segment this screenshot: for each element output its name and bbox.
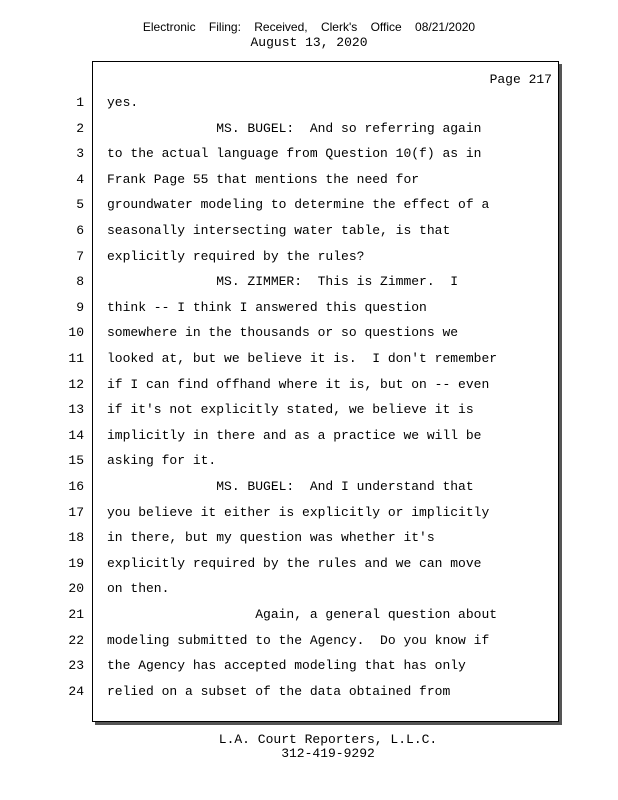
line-text: to the actual language from Question 10(f) as in xyxy=(107,146,482,162)
transcript-line xyxy=(0,94,618,112)
line-number: 16 xyxy=(68,479,84,494)
transcript-line xyxy=(0,222,618,240)
line-number: 18 xyxy=(68,530,84,546)
filing-stamp: Electronic Filing: Received, Clerk's Office 08/21/2020 xyxy=(142,20,476,34)
line-number: 14 xyxy=(68,427,84,443)
transcript-date: August 13, 2020 xyxy=(250,35,368,50)
line-number: 5 xyxy=(76,197,84,213)
transcript-line xyxy=(0,478,618,496)
line-number: 20 xyxy=(68,581,84,597)
line-number: 8 xyxy=(76,274,84,290)
transcript-line xyxy=(0,580,618,598)
line-number: 13 xyxy=(68,402,84,418)
line-number: 15 xyxy=(68,453,84,469)
line-text: MS. BUGEL: And I understand that xyxy=(107,479,474,494)
line-text: the Agency has accepted modeling that has only xyxy=(107,658,466,674)
line-text: looked at, but we believe it is. I don't remember xyxy=(107,351,498,366)
line-text: if I can find offhand where it is, but on -- even xyxy=(107,376,490,392)
line-text: explicitly required by the rules and we can move xyxy=(107,555,482,571)
line-text: somewhere in the thousands or so questions we xyxy=(107,325,459,341)
line-number: 24 xyxy=(68,683,84,699)
line-number: 7 xyxy=(76,248,84,264)
transcript-line xyxy=(0,350,618,368)
transcript-line xyxy=(0,401,618,419)
transcript-line xyxy=(0,427,618,445)
line-number: 4 xyxy=(76,171,84,187)
transcript-line xyxy=(0,683,618,701)
transcript-line xyxy=(0,452,618,470)
transcript-line xyxy=(0,529,618,547)
line-number: 19 xyxy=(68,555,84,571)
transcript-line xyxy=(0,324,618,342)
transcript-line xyxy=(0,273,618,291)
page-number: Page 217 xyxy=(489,72,552,87)
line-number: 2 xyxy=(76,120,84,136)
transcript-line xyxy=(0,657,618,675)
line-text: you believe it either is explicitly or implicitly xyxy=(107,504,490,520)
line-number: 11 xyxy=(68,351,84,366)
line-number: 22 xyxy=(68,632,84,648)
line-number: 21 xyxy=(68,607,84,622)
transcript-line xyxy=(0,171,618,189)
line-text: Again, a general question about xyxy=(107,607,498,622)
transcript-line xyxy=(0,376,618,394)
line-text: seasonally intersecting water table, is that xyxy=(107,223,451,238)
line-number: 9 xyxy=(76,299,84,315)
line-text: if it's not explicitly stated, we believe it is xyxy=(107,402,474,418)
line-number: 10 xyxy=(68,325,84,341)
line-text: explicitly required by the rules? xyxy=(107,248,365,264)
reporter-phone: 312-419-9292 xyxy=(281,746,375,761)
transcript-line xyxy=(0,299,618,317)
line-text: on then. xyxy=(107,581,170,597)
line-text: groundwater modeling to determine the effect of a xyxy=(107,197,490,213)
line-text: in there, but my question was whether it's xyxy=(107,530,435,546)
line-text: MS. BUGEL: And so referring again xyxy=(107,120,482,136)
line-text: think -- I think I answered this question xyxy=(107,299,427,315)
transcript-line xyxy=(0,504,618,522)
transcript-line xyxy=(0,606,618,624)
line-number: 17 xyxy=(68,504,84,520)
line-number: 1 xyxy=(76,95,84,110)
line-number: 3 xyxy=(76,146,84,162)
transcript-line xyxy=(0,248,618,266)
transcript-line xyxy=(0,196,618,214)
line-text: Frank Page 55 that mentions the need for xyxy=(107,171,420,187)
line-text: MS. ZIMMER: This is Zimmer. I xyxy=(107,274,459,290)
transcript-line xyxy=(0,632,618,650)
line-text: asking for it. xyxy=(107,453,217,469)
transcript-line xyxy=(0,145,618,163)
line-text: yes. xyxy=(107,95,139,110)
line-number: 6 xyxy=(76,223,84,238)
line-text: implicitly in there and as a practice we will be xyxy=(107,427,482,443)
transcript-line xyxy=(0,120,618,138)
line-text: relied on a subset of the data obtained from xyxy=(107,683,451,699)
line-number: 12 xyxy=(68,376,84,392)
reporter-company: L.A. Court Reporters, L.L.C. xyxy=(218,732,438,747)
line-number: 23 xyxy=(68,658,84,674)
transcript-line xyxy=(0,555,618,573)
line-text: modeling submitted to the Agency. Do you know if xyxy=(107,632,490,648)
